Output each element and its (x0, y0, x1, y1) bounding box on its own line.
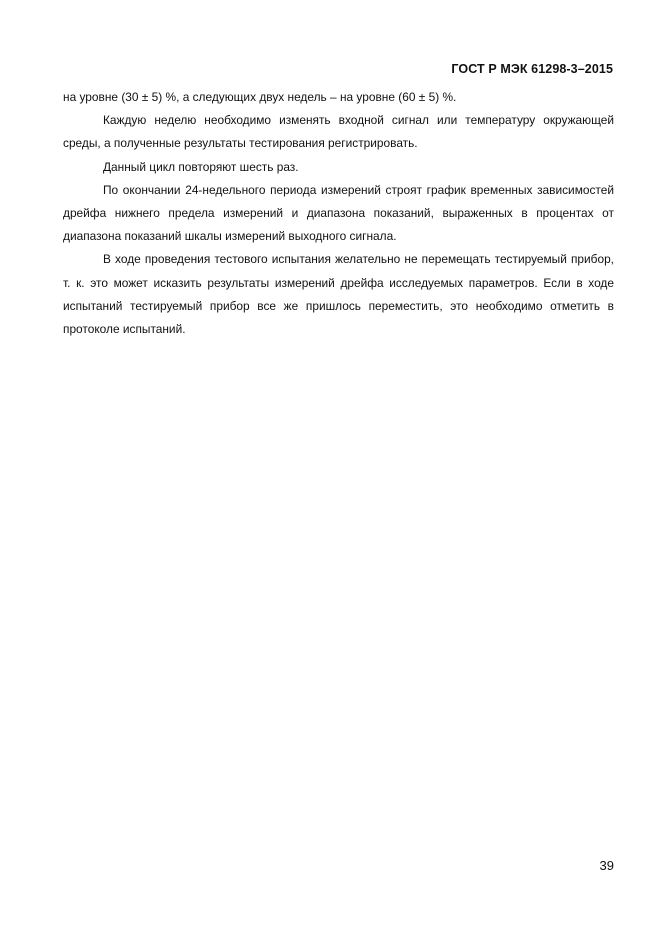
paragraph-device-movement: В ходе проведения тестового испытания желательно не перемещать тестируемый прибор, т. к. это может исказить результаты измерений дрейфа исследуемых параметров. Если в ходе испытаний тестируемый прибор все же пришлось переместить, это необходимо отметить в протоколе испытаний. (63, 252, 614, 337)
paragraph-weekly-change: Каждую неделю необходимо изменять входной сигнал или температуру окружающей среды, а полученные результаты тестирования регистрировать. (63, 113, 614, 151)
paragraph-cycle-repeat: Данный цикл повторяют шесть раз. (103, 159, 299, 174)
page-number: 39 (599, 858, 614, 873)
paragraph-continuation: на уровне (30 ± 5) %, а следующих двух недель – на уровне (60 ± 5) %. (63, 90, 457, 104)
paragraph-drift-graph: По окончании 24-недельного периода измерений строят график временных зависимостей дрейфа нижнего предела измерений и диапазона показаний, выраженных в процентах от диапазона показаний шкалы измерений выходного сигнала. (63, 182, 614, 244)
standard-code-header: ГОСТ Р МЭК 61298-3–2015 (451, 62, 613, 76)
body-text (63, 86, 614, 341)
